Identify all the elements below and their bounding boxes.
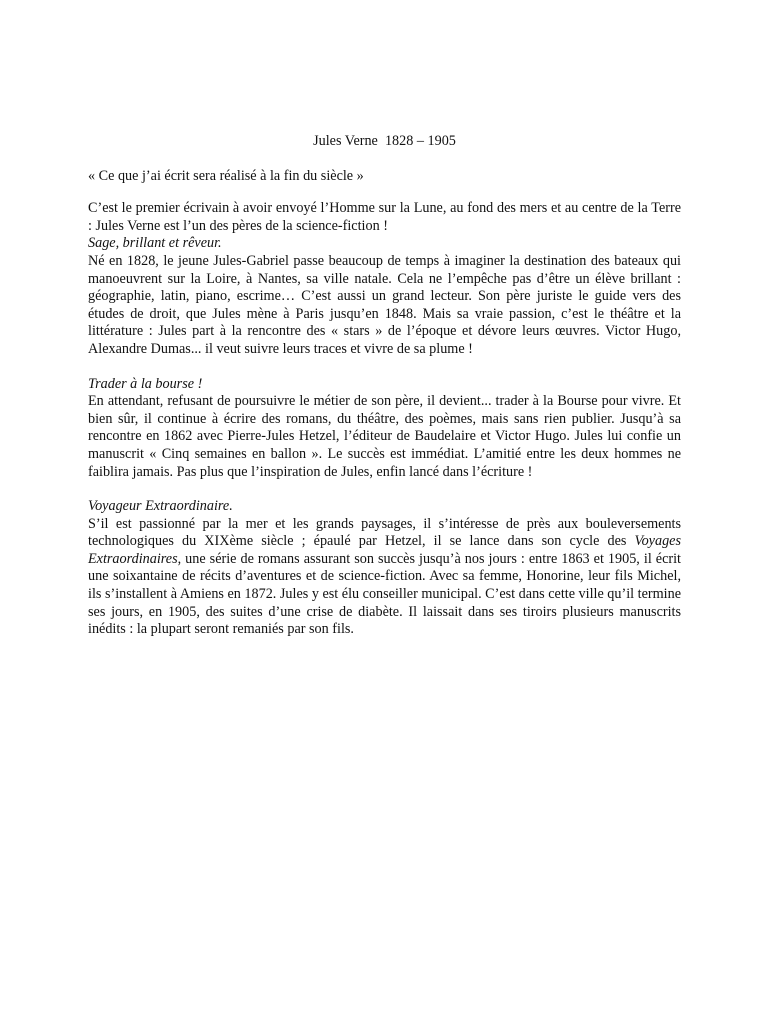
section-heading: Voyageur Extraordinaire. xyxy=(88,498,233,515)
book-series-title: Voyages Extraordinaires xyxy=(88,533,681,567)
section-voyageur-extraordinaire xyxy=(88,498,681,639)
section-body-text: S’il est passionné par la mer et les grands paysages, il s’intéresse de près aux bouleversements technologiques du XIXème siècle ; épaulé par Hetzel, il se lance dans son cycle des xyxy=(88,515,681,550)
section-heading: Sage, brillant et rêveur. xyxy=(88,235,222,252)
section-body xyxy=(88,516,681,639)
document-page xyxy=(88,133,681,656)
intro-paragraph: C’est le premier écrivain à avoir envoyé l’Homme sur la Lune, au fond des mers et au centre de la Terre : Jules Verne est l’un des pères de la science-fiction ! xyxy=(88,200,681,234)
section-body-text: , une série de romans assurant son succès jusqu’à nos jours : entre 1863 et 1905, il écrit une soixantaine de récits d’aventures et de science-fiction. Avec sa femme, Honorine, leur fils Michel, ils s’installent à Amiens en 1872. Jules y est élu conseiller municipal. C’est dans cette ville qu’il termine ses jours, en 1905, des suites d’une crise de diabète. Il laissait dans ses tiroirs plusieurs manuscrits inédits : la plupart seront remaniés par son fils. xyxy=(88,550,681,638)
section-body: Né en 1828, le jeune Jules-Gabriel passe beaucoup de temps à imaginer la destination des bateaux qui manoeuvrent sur la Loire, à Nantes, sa ville natale. Cela ne l’empêche pas d’être un élève brillant : géographie, latin, piano, escrime… C’est aussi un grand lecteur. Son père juriste le guide vers des études de droit, que Jules mène à Paris jusqu’en 1848. Mais sa vraie passion, c’est le théâtre et la littérature : Jules part à la rencontre des « stars » de l’époque et dévore leurs œuvres. Victor Hugo, Alexandre Dumas... il veut suivre leurs traces et vivre de sa plume ! xyxy=(88,252,681,357)
section-body: En attendant, refusant de poursuivre le métier de son père, il devient... trader à la Bourse pour vivre. Et bien sûr, il continue à écrire des romans, du théâtre, des poèmes, mais sans rien publier. Jusqu’à sa rencontre en 1862 avec Pierre-Jules Hetzel, l’éditeur de Baudelaire et Victor Hugo. Jules lui confie un manuscrit « Cinq semaines en ballon ». Le succès est immédiat. L’amitié entre les deux hommes ne faiblira jamais. Pas plus que l’inspiration de Jules, enfin lancé dans l’écriture ! xyxy=(88,393,681,480)
section-sage-brillant xyxy=(88,235,681,358)
section-trader-bourse xyxy=(88,376,681,482)
document-title: Jules Verne 1828 – 1905 xyxy=(313,133,456,149)
section-heading: Trader à la bourse ! xyxy=(88,375,203,392)
epigraph-quote: « Ce que j’ai écrit sera réalisé à la fin du siècle » xyxy=(88,167,364,184)
